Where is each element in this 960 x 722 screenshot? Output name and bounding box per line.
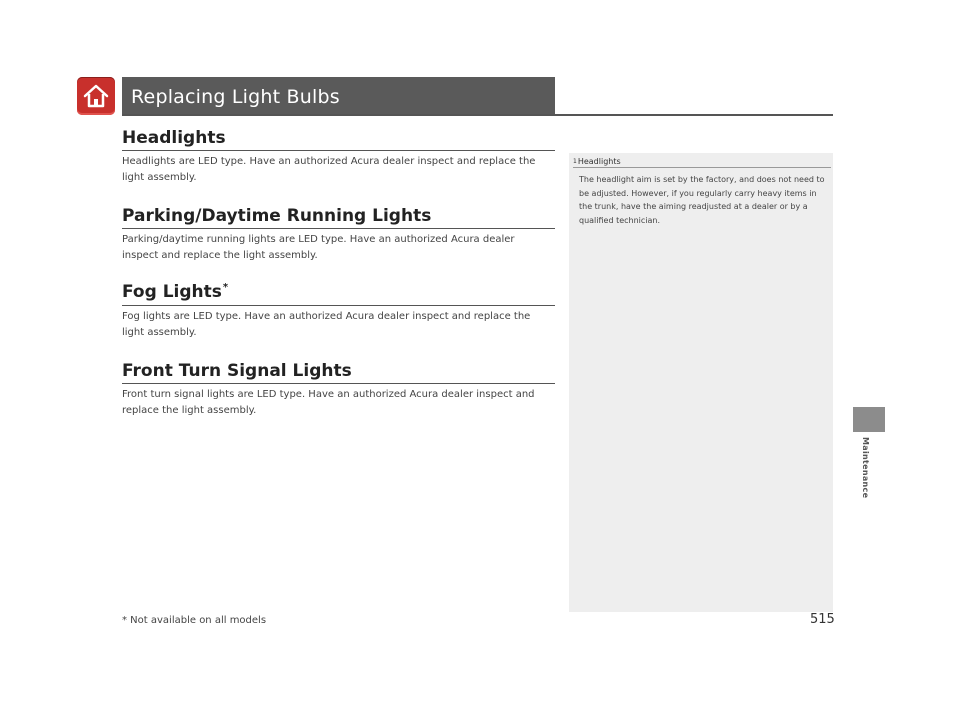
section-heading-text: Headlights <box>122 128 226 148</box>
chapter-tab[interactable] <box>853 407 885 432</box>
sidebar-heading-text: Headlights <box>577 157 621 166</box>
section-heading-text: Front Turn Signal Lights <box>122 361 352 381</box>
section-heading-headlights <box>122 128 226 148</box>
sidebar-heading <box>573 157 621 166</box>
chapter-tab-label: Maintenance <box>861 437 870 499</box>
home-button[interactable] <box>77 77 115 115</box>
page-number: 515 <box>810 612 835 627</box>
section-rule <box>122 305 555 306</box>
page-title: Replacing Light Bulbs <box>131 86 340 108</box>
home-icon <box>82 82 110 110</box>
section-rule <box>122 228 555 229</box>
section-text: Headlights are LED type. Have an authorized Acura dealer inspect and replace the light assembly. <box>122 156 536 183</box>
section-heading-text: Parking/Daytime Running Lights <box>122 206 432 226</box>
section-rule <box>122 383 555 384</box>
footnote-marker: * <box>222 282 229 294</box>
sidebar-rule <box>573 167 831 168</box>
section-heading-parking-lights <box>122 206 431 226</box>
section-text: Fog lights are LED type. Have an authorized Acura dealer inspect and replace the light assembly. <box>122 311 531 338</box>
section-text: Front turn signal lights are LED type. Have an authorized Acura dealer inspect and replace the light assembly. <box>122 389 535 416</box>
section-heading-text: Fog Lights <box>122 282 222 302</box>
sidebar-note <box>569 153 833 612</box>
title-bar <box>122 77 555 115</box>
section-heading-front-turn-signals <box>122 361 352 381</box>
title-underline <box>122 114 833 116</box>
section-rule <box>122 150 555 151</box>
section-heading-fog-lights <box>122 282 228 302</box>
section-text: Parking/daytime running lights are LED type. Have an authorized Acura dealer inspect and replace the light assembly. <box>122 234 515 261</box>
sidebar-text: The headlight aim is set by the factory, and does not need to be adjusted. However, if you regularly carry heavy items in the trunk, have the aiming readjusted at a dealer or by a qualified technician. <box>579 175 825 225</box>
footnote: * Not available on all models <box>122 615 267 626</box>
sidebar-note-number: 1 <box>573 158 577 165</box>
